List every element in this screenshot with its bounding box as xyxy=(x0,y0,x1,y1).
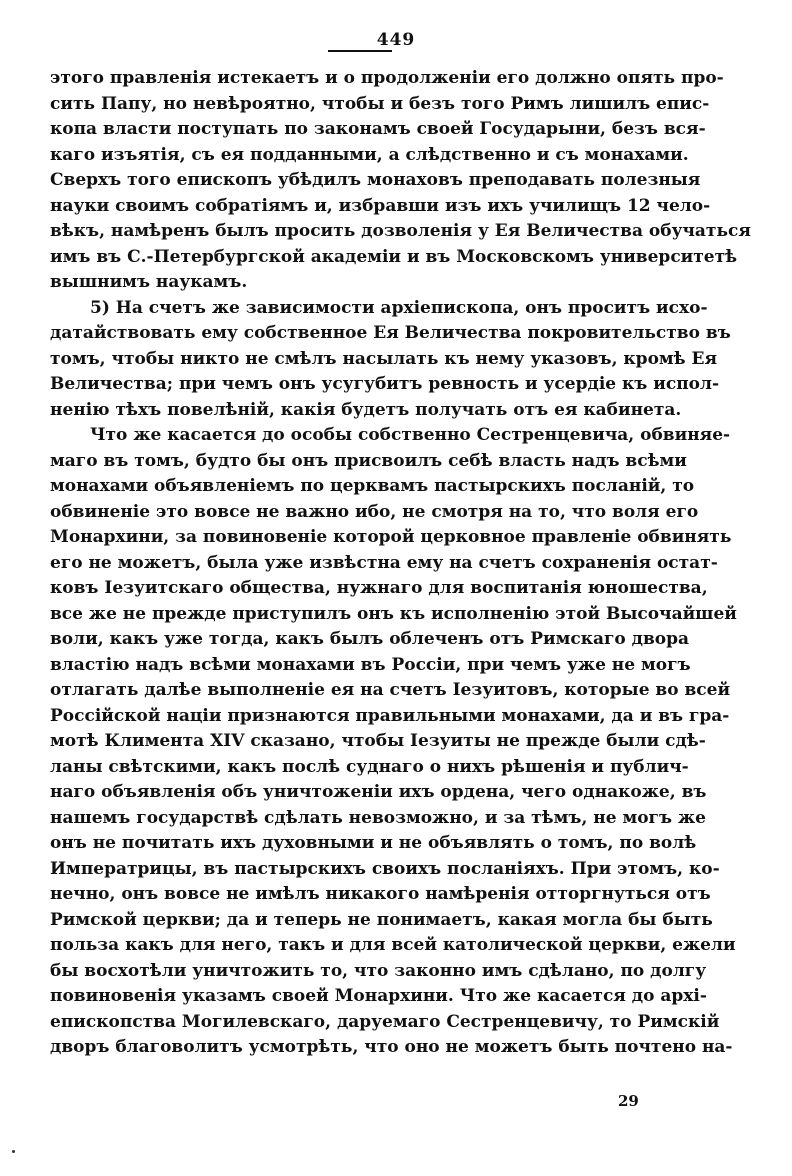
text-line: обвиненіе это вовсе не важно ибо, не смотря на то, что воля его xyxy=(50,501,699,522)
text-line: томъ, чтобы никто не смѣлъ насылать къ нему указовъ, кромѣ Ея xyxy=(50,348,718,369)
text-line: епископства Могилевскаго, даруемаго Сестренцевичу, то Римскій xyxy=(50,1011,720,1032)
text-line: сить Папу, но невѣроятно, чтобы и безъ того Римъ лишилъ епис- xyxy=(50,93,710,114)
text-line: отлагать далѣе выполненіе ея на счетъ Іезуитовъ, которые во всей xyxy=(50,680,731,700)
text-line: каго изъятія, съ ея подданными, а слѣдственно и съ монахами. xyxy=(50,144,689,165)
text-line: Сверхъ того епископъ убѣдилъ монаховъ преподавать полезныя xyxy=(50,170,701,190)
text-line: этого правленія истекаетъ и о продолженіи его должно опять про- xyxy=(50,68,724,88)
text-line: Величества; при чемъ онъ усугубитъ ревность и усердіе къ испол- xyxy=(50,374,720,394)
text-line: его не можетъ, была уже извѣстна ему на счетъ сохраненія остат- xyxy=(50,552,718,573)
text-line: нечно, онъ вовсе не имѣлъ никакого намѣренія отторгнуться отъ xyxy=(50,884,711,904)
text-line: нашемъ государствѣ сдѣлать невозможно, и за тѣмъ, не могъ же xyxy=(50,807,706,828)
text-line: мотѣ Климента XIV сказано, чтобы Іезуиты не прежде были сдѣ- xyxy=(50,731,706,751)
text-line: имъ въ С.-Петербургской академіи и въ Московскомъ университетѣ xyxy=(50,246,738,267)
text-line: Императрицы, въ пастырскихъ своихъ посланіяхъ. При этомъ, ко- xyxy=(50,858,720,879)
text-line: копа власти поступать по законамъ своей Государыни, безъ вся- xyxy=(50,119,706,139)
text-line: маго въ томъ, будто бы онъ присвоилъ себѣ власть надъ всѣми xyxy=(50,450,687,471)
text-line: ненію тѣхъ повелѣній, какія будетъ получать отъ ея кабинета. xyxy=(50,399,682,420)
text-line: монахами объявленіемъ по церквамъ пастырскихъ посланій, то xyxy=(50,476,695,496)
text-line: все же не прежде приступилъ онъ къ исполненію этой Высочайшей xyxy=(50,603,737,624)
body-text xyxy=(50,66,751,1061)
text-line: ланы свѣтскими, какъ послѣ суднаго о нихъ рѣшенія и публич- xyxy=(50,756,689,777)
text-line: вышнимъ наукамъ. xyxy=(50,272,248,292)
text-line: ковъ Іезуитскаго общества, нужнаго для воспитанія юношества, xyxy=(50,578,708,598)
text-line: науки своимъ собратіямъ и, избравши изъ ихъ училищъ 12 чело- xyxy=(50,195,711,216)
text-line: дворъ благоволитъ усмотрѣть, что оно не можетъ быть почтено на- xyxy=(50,1037,733,1057)
text-line: датайствовать ему собственное Ея Величества покровительство въ xyxy=(50,323,731,343)
scan-speck xyxy=(12,1150,15,1153)
text-line: бы восхотѣли уничтожить то, что законно имъ сдѣлано, по долгу xyxy=(50,960,707,981)
paragraph-start-line: 5) На счетъ же зависимости архіепископа, онъ проситъ исхо- xyxy=(90,297,708,318)
text-line: вѣкъ, намѣренъ былъ просить дозволенія у Ея Величества обучаться xyxy=(50,221,751,241)
text-line: Россійской націи признаются правильными монахами, да и въ гра- xyxy=(50,705,730,726)
text-line: повиновенія указамъ своей Монархини. Что же касается до архі- xyxy=(50,986,707,1006)
text-line: Римской церкви; да и теперь не понимаетъ, какая могла бы быть xyxy=(50,909,713,930)
page-number-underline xyxy=(328,50,392,52)
page-number: 449 xyxy=(376,30,416,50)
text-line: властію надъ всѣми монахами въ Россіи, при чемъ уже не могъ xyxy=(50,654,691,675)
text-line: Монархини, за повиновеніе которой церковное правленіе обвинять xyxy=(50,527,732,547)
signature-mark: 29 xyxy=(618,1092,639,1110)
text-line: воли, какъ уже тогда, какъ былъ облеченъ отъ Римскаго двора xyxy=(50,629,690,649)
text-line: польза какъ для него, такъ и для всей католической церкви, ежели xyxy=(50,935,736,955)
paragraph-start-line: Что же касается до особы собственно Сестренцевича, обвиняе- xyxy=(90,425,731,445)
text-line: онъ не почитать ихъ духовными и не объявлять о томъ, по волѣ xyxy=(50,833,697,853)
text-line: наго объявленія объ уничтоженіи ихъ ордена, чего однакоже, въ xyxy=(50,782,707,802)
